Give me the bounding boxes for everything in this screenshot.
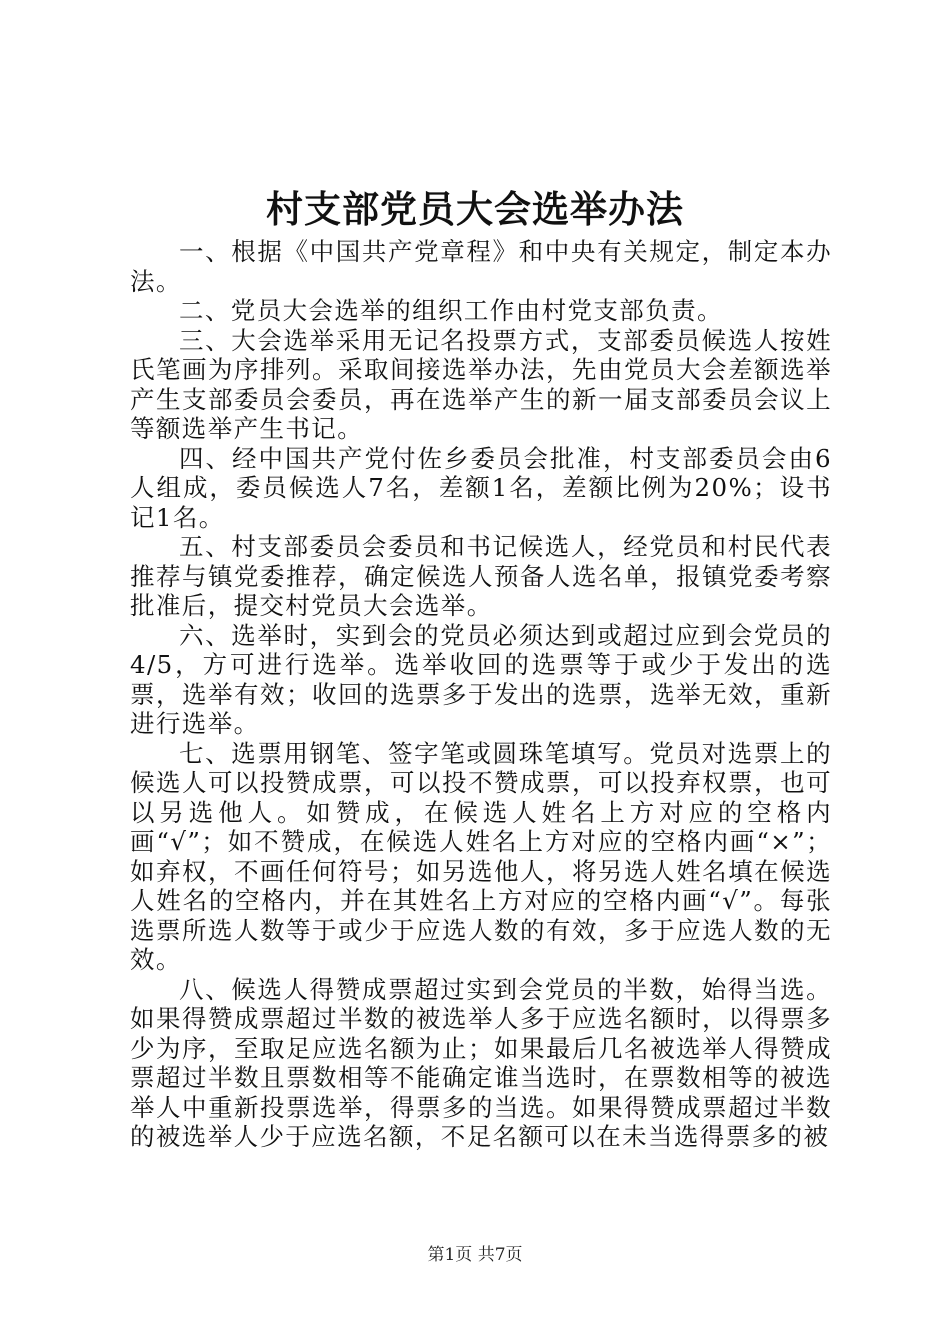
paragraph-6: 六、选举时，实到会的党员必须达到或超过应到会党员的4/5，方可进行选举。选举收回的选票等于或少于发出的选票，选举有效；收回的选票多于发出的选票，选举无效，重新进行选举。 (130, 620, 832, 738)
document-title: 村支部党员大会选举办法 (266, 187, 684, 231)
paragraph-8: 八、候选人得赞成票超过实到会党员的半数，始得当选。如果得赞成票超过半数的被选举人多于应选名额时，以得票多少为序，至取足应选名额为止；如果最后几名被选举人得赞成票超过半数且票数相等不能确定谁当选时，在票数相等的被选举人中重新投票选举，得票多的当选。如果得赞成票超过半数的被选举人少于应选名额，不足名额可以在未当选得票多的被 (130, 974, 832, 1151)
paragraph-3: 三、大会选举采用无记名投票方式，支部委员候选人按姓氏笔画为序排列。采取间接选举办法，先由党员大会差额选举产生支部委员会委员，再在选举产生的新一届支部委员会议上等额选举产生书记。 (130, 325, 832, 443)
page-footer: 第1页 共7页 (427, 1245, 523, 1265)
paragraph-7: 七、选票用钢笔、签字笔或圆珠笔填写。党员对选票上的候选人可以投赞成票，可以投不赞成票，可以投弃权票，也可以另选他人。如赞成，在候选人姓名上方对应的空格内画“√”；如不赞成，在候选人姓名上方对应的空格内画“×”；如弃权，不画任何符号；如另选他人，将另选人姓名填在候选人姓名的空格内，并在其姓名上方对应的空格内画“√”。每张选票所选人数等于或少于应选人数的有效，多于应选人数的无效。 (130, 738, 832, 974)
paragraph-5: 五、村支部委员会委员和书记候选人，经党员和村民代表推荐与镇党委推荐，确定候选人预备人选名单，报镇党委考察批准后，提交村党员大会选举。 (130, 532, 832, 620)
paragraph-1: 一、根据《中国共产党章程》和中央有关规定，制定本办法。 (130, 237, 832, 296)
paragraph-4: 四、经中国共产党付佐乡委员会批准，村支部委员会由6人组成，委员候选人7名，差额1名，差额比例为20%；设书记1名。 (130, 443, 832, 532)
paragraph-2: 二、党员大会选举的组织工作由村党支部负责。 (179, 296, 723, 325)
document-body (130, 237, 832, 1152)
